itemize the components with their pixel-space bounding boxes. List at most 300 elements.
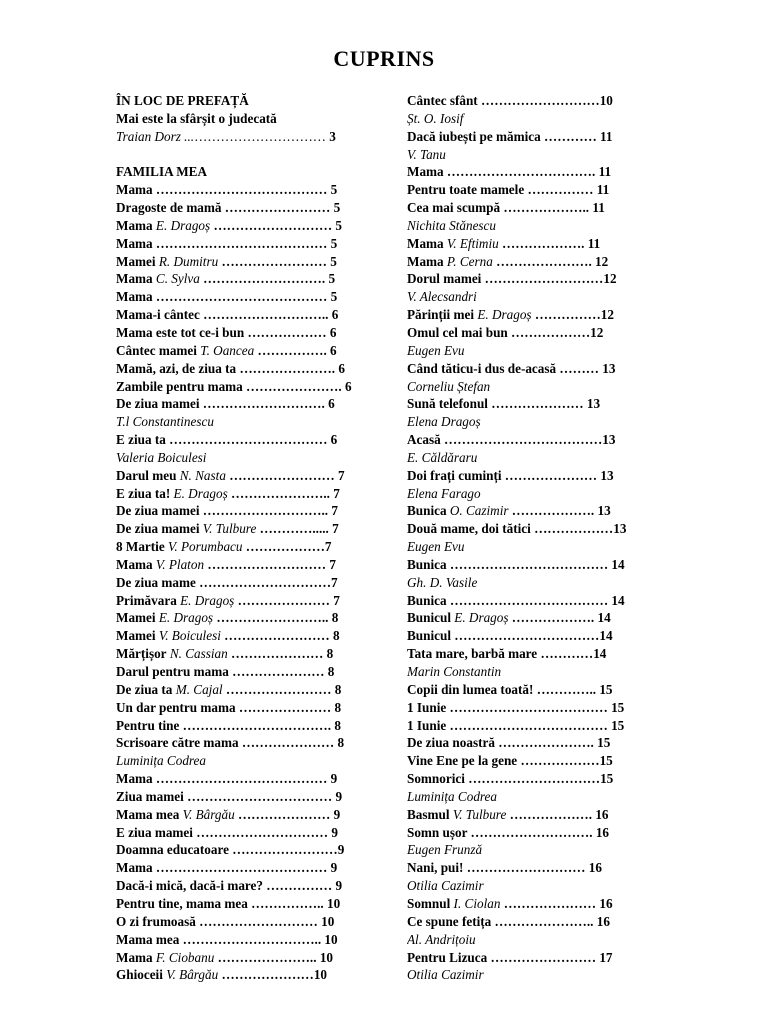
toc-entry [407,431,653,449]
entry-title: Mama este tot ce-i bun [116,324,245,340]
leader-dots: ……………………………… [446,556,612,572]
toc-heading [116,110,380,128]
toc-author [407,342,653,360]
leader-dots: ………………… [238,735,338,751]
toc-entry [407,467,653,485]
entry-title: Acasă [407,432,441,448]
page-title: CUPRINS [333,46,435,71]
toc-entry [407,895,653,913]
entry-title: Corneliu Ștefan [407,378,491,394]
entry-title: Bunicul [407,610,451,626]
entry-title: Pentru tine [116,717,180,733]
page-number: 8 [334,699,342,715]
entry-title: Bunica [407,592,447,608]
leader-dots: ………………. [498,235,588,251]
entry-title: Mai este la sfârșit o judecată [116,110,277,126]
entry-title: ÎN LOC DE PREFAȚĂ [116,93,249,108]
leader-dots: …………………… [228,842,338,858]
toc-column-left [116,92,380,984]
entry-title: Bunica [407,503,447,519]
page-number: 16 [596,913,610,929]
leader-dots: …………… [524,182,597,198]
page-number: 5 [330,182,338,198]
toc-entry [116,717,380,735]
toc-entry [116,966,380,984]
toc-entry [407,360,653,378]
toc-entry [407,181,653,199]
page-number: 6 [338,360,345,376]
entry-title: Sună telefonul [407,396,488,412]
entry-author: V. Eftimiu [443,235,499,251]
page-number: 15 [600,771,614,787]
toc-author [407,931,653,949]
entry-author: T. Oancea [196,342,255,358]
page-number: 8 [332,628,340,644]
page-number: 3 [329,128,336,144]
entry-title: Mama [407,235,444,251]
leader-dots: ………………… [218,967,314,983]
toc-entry [407,699,653,717]
entry-title: Elena Farago [407,485,481,501]
entry-title: Bunica [407,556,447,572]
toc-heading [116,146,380,164]
page-number: 5 [330,235,338,251]
page-number: 13 [597,503,611,519]
leader-dots: ……… [556,360,603,376]
toc-entry [407,199,653,217]
leader-dots: …………………… [225,467,339,483]
toc-entry [116,235,380,253]
toc-entry [116,913,380,931]
entry-title: Mama [116,289,153,305]
leader-dots: ……………………………. [443,164,599,180]
leader-dots: ………………………. [199,396,329,412]
leader-dots: ………………………………… [152,182,331,198]
toc-author [407,217,653,235]
entry-author: E. Dragoș [152,217,211,233]
toc-author [407,877,653,895]
entry-author: N. Cassian [166,646,228,662]
page-number: 15 [599,753,613,769]
toc-entry [407,253,653,271]
entry-title: Părinții mei [407,307,475,323]
leader-dots: ………… [537,646,594,662]
entry-title: T.l Constantinescu [116,414,214,430]
leader-dots: …………………… [220,628,333,644]
entry-title: Ce spune fetița [407,913,492,929]
entry-title: Un dar pentru mama [116,699,236,715]
page-number: 9 [337,842,345,858]
leader-dots: …………………. [242,378,345,394]
toc-entry [407,681,653,699]
entry-title: Cea mai scumpă [407,200,501,216]
page-number: 9 [335,878,343,894]
entry-author: M. Cajal [172,681,223,697]
toc-author [407,663,653,681]
toc-entry [116,360,380,378]
toc-entry [407,645,653,663]
toc-entry [116,324,380,342]
leader-dots: ………………………… [192,824,332,840]
toc-author [407,485,653,503]
entry-title: 8 Martie [116,539,165,555]
entry-title: Mamei [116,628,156,644]
entry-title: Marin Constantin [407,664,502,679]
toc-entry [407,609,653,627]
leader-dots: …………………… [222,681,335,697]
page-number: 13 [602,432,616,448]
leader-dots: ………………………… [195,574,332,590]
entry-title: Pentru toate mamele [407,182,525,198]
entry-title: Eugen Evu [407,342,465,358]
leader-dots: ………………… [501,467,601,483]
toc-entry [116,859,380,877]
leader-dots: ……………………… [463,860,589,876]
page-number: 11 [587,235,601,251]
toc-entry [407,520,653,538]
page-number: 5 [335,217,343,233]
leader-dots: ………………… [234,806,334,822]
entry-title: Mamă, azi, de ziua ta [116,360,237,376]
leader-dots: …………… [531,307,601,323]
toc-entry [116,627,380,645]
leader-dots: ………………… [227,646,327,662]
leader-dots: ……………… [244,324,330,340]
page-number: 16 [599,895,613,911]
entry-author: E. Dragoș [474,307,532,323]
page-number: 7 [332,521,339,537]
entry-title: Doi frați cuminți [407,467,502,483]
leader-dots: ………………………………… [152,860,331,876]
toc-author [407,966,653,984]
entry-title: De ziua ta [116,681,173,697]
leader-dots: ……………………………. [179,717,335,733]
toc-entry [116,520,380,538]
page-number: 10 [321,913,335,929]
toc-entry [407,163,653,181]
entry-title: Primăvara [116,592,177,608]
page-number: 14 [611,592,625,608]
entry-title: Cântec mamei [116,342,197,358]
entry-title: Nani, pui! [407,860,464,876]
leader-dots: …………………… [221,200,334,216]
entry-title: Luminița Codrea [407,788,498,804]
toc-entry [116,895,380,913]
entry-author: E. Dragoș [176,592,235,608]
toc-heading [116,163,380,181]
entry-title: Valeria Boiculesi [116,449,207,465]
leader-dots: ……………………….. [199,503,332,519]
toc-entry [116,306,380,324]
entry-title: Omul cel mai bun [407,324,508,340]
entry-title: Eugen Frunză [407,842,483,858]
leader-dots: ……………… [507,324,591,340]
entry-title: Mama [116,235,153,251]
leader-dots: …………………………… [183,788,336,804]
toc-entry [407,806,653,824]
entry-title: Dragoste de mamă [116,200,222,216]
leader-dots: ……………………… [477,93,600,108]
leader-dots: ………………….. [227,485,334,501]
entry-title: Mama-i cântec [116,307,200,323]
entry-title: O zi frumoasă [116,913,196,929]
entry-title: Mama mea [116,931,180,947]
page-number: 8 [331,610,339,626]
entry-author: O. Cazimir [446,503,509,519]
page-number: 9 [330,771,338,787]
toc-author [407,574,653,592]
toc-entry [116,663,380,681]
entry-title: Zambile pentru mama [116,378,243,394]
toc-author [407,110,653,128]
leader-dots: ………………………………… [152,235,331,251]
leader-dots: ………….. [533,681,600,697]
entry-author: C. Sylva [152,271,200,287]
page-number: 6 [330,432,338,448]
page-number: 8 [327,664,335,679]
leader-dots: ……………… [517,753,600,769]
entry-title: Mama [116,860,153,876]
entry-title: Mărțișor [116,646,167,662]
page-number: 7 [324,539,332,555]
entry-title: Basmul [407,806,450,822]
entry-title: Eugen Evu [407,539,465,555]
entry-title: De ziua mame [116,574,196,590]
toc-entry [407,734,653,752]
leader-dots: ……………………………… [446,699,612,715]
toc-entry [116,395,380,413]
page-number: 7 [333,592,340,608]
entry-title: Scrisoare către mama [116,735,239,751]
entry-title: Nichita Stănescu [407,217,497,233]
leader-dots: ………………….. [491,913,597,929]
page-number: 9 [331,824,338,840]
page-number: 13 [613,521,627,537]
toc-entry [116,681,380,699]
page-number: 6 [329,324,337,340]
entry-author: V. Tulbure [449,806,507,822]
page-number: 13 [602,360,616,376]
entry-title: Mamei [116,610,156,626]
entry-title: Doamna educatoare [116,842,229,858]
entry-author: V. Porumbacu [164,539,243,555]
toc-entry [116,378,380,396]
entry-title: Cântec sfânt [407,93,478,108]
entry-title: Mama mea [116,806,180,822]
entry-author: I. Ciolan [450,895,501,911]
leader-dots: ………………… [487,396,587,412]
entry-title: E ziua mamei [116,824,193,840]
toc-author [116,752,380,770]
entry-title: Șt. O. Iosif [407,110,464,126]
leader-dots: ……………….. [500,200,593,216]
toc-column-right [407,92,653,984]
page-number: 9 [335,788,343,804]
toc-author [116,413,380,431]
toc-entry [407,824,653,842]
leader-dots: …………………. [236,360,339,376]
page-number: 6 [330,342,337,358]
leader-dots: …………….. [247,895,327,911]
leader-dots: …………… [262,878,336,894]
toc-author [407,378,653,396]
page-number: 10 [599,93,613,108]
entry-title: Traian Dorz ... [116,128,195,144]
page-number: 6 [344,378,352,394]
leader-dots: …………………. [492,253,596,269]
leader-dots: ……………………… [195,913,322,929]
toc-author [407,538,653,556]
entry-author: E. Dragoș [155,610,214,626]
leader-dots: ……………… [530,521,614,537]
page-number: 13 [600,467,614,483]
leader-dots: …………..... [256,521,333,537]
toc-author [407,413,653,431]
leader-dots: …………………….. [213,610,332,626]
page-number: 11 [598,164,612,180]
entry-title: Dacă-i mică, dacă-i mare? [116,878,263,894]
entry-title: Dorul mamei [407,271,482,287]
entry-title: Copii din lumea toată! [407,681,534,697]
entry-title: Mama [116,182,153,198]
entry-title: Al. Andrițoiu [407,931,476,947]
toc-entry [407,92,653,110]
page-number: 16 [595,806,609,822]
leader-dots: ………………………….. [179,931,325,947]
toc-entry [116,699,380,717]
leader-dots: …………………… [218,253,331,269]
toc-entry [116,824,380,842]
leader-dots: ………………. [508,610,598,626]
page-number: 14 [599,628,613,644]
leader-dots: ………………….. [214,949,320,965]
toc-entry [116,128,380,146]
toc-entry [407,770,653,788]
toc-entry [116,538,380,556]
page-number: 14 [593,646,607,662]
entry-title: Tata mare, barbă mare [407,646,538,662]
entry-title: Otilia Cazimir [407,967,484,983]
entry-title: Somnorici [407,771,465,787]
toc-entry [407,502,653,520]
leader-dots: ………………… [235,699,335,715]
toc-entry [407,270,653,288]
entry-title: Pentru Lizuca [407,949,488,965]
entry-title: Luminița Codrea [116,753,207,769]
toc-entry [407,128,653,146]
page-number: 8 [334,717,341,733]
entry-title: E. Căldăraru [407,449,478,465]
page-number: 5 [333,200,341,216]
toc-entry [407,592,653,610]
entry-author: V. Bârgău [179,806,235,822]
toc-entry [116,342,380,360]
toc-entry [116,770,380,788]
toc-entry [407,306,653,324]
entry-title: Mama [407,253,444,269]
page-number: 5 [330,289,338,305]
toc-entry [116,806,380,824]
toc-entry [407,235,653,253]
leader-dots: ………………………………… [152,289,331,305]
page-number: 12 [590,324,604,340]
page-number: 11 [592,200,605,216]
page-number: 7 [333,485,340,501]
leader-dots: ……………… [242,539,325,555]
entry-title: 1 Iunie [407,699,447,715]
leader-dots: ………………… [234,592,334,608]
page-number: 16 [588,860,602,876]
page-number: 17 [599,949,613,965]
page-number: 11 [596,182,610,198]
entry-author: E. Dragoș [450,610,509,626]
toc-entry [116,877,380,895]
toc-entry [116,270,380,288]
leader-dots: ………………………. [199,271,329,287]
entry-title: Elena Dragoș [407,414,481,430]
toc-entry [116,949,380,967]
entry-author: V. Tulbure [199,521,257,537]
entry-title: Mama [407,164,444,180]
entry-title: Ziua mamei [116,788,184,804]
entry-author: V. Boiculesi [155,628,221,644]
entry-title: De ziua mamei [116,521,200,537]
page-number: 13 [586,396,601,412]
toc-entry [407,717,653,735]
page-number: 7 [331,503,338,519]
leader-dots: …………………. [494,735,598,751]
entry-title: Darul meu [116,467,177,483]
toc-entry [407,859,653,877]
toc-entry [116,931,380,949]
toc-entry [407,949,653,967]
page-number: 6 [328,396,335,412]
leader-dots: …………………………… [450,628,600,644]
leader-dots: ………………… [228,664,328,679]
page-number: 9 [333,806,341,822]
leader-dots: ………………. [508,503,598,519]
page-number: 15 [599,681,613,697]
toc-author [407,788,653,806]
entry-title: V. Alecsandri [407,289,477,305]
entry-author: V. Platon [152,556,205,572]
leader-dots: ……………………………… [446,592,612,608]
page-number: 16 [595,824,609,840]
toc-entry [407,913,653,931]
page-number: 5 [328,271,336,287]
entry-title: 1 Iunie [407,717,447,733]
leader-dots: ………………………. [467,824,596,840]
entry-title: Mama [116,949,153,965]
leader-dots: ………………… [500,895,600,911]
entry-title: Somnul [407,895,451,911]
entry-author: F. Ciobanu [152,949,215,965]
page-number: 10 [326,895,341,911]
page-number: 10 [313,967,328,983]
toc-entry [407,324,653,342]
page-number: 8 [326,646,334,662]
toc-entry [116,788,380,806]
toc-entry [116,467,380,485]
page-number: 15 [611,699,625,715]
page-number: 7 [331,574,338,590]
toc-entry [407,627,653,645]
page-number: 11 [600,128,613,144]
leader-dots: ………………. [506,806,596,822]
toc-entry [116,431,380,449]
leader-dots: ………… [540,128,601,144]
entry-title: FAMILIA MEA [116,164,207,180]
